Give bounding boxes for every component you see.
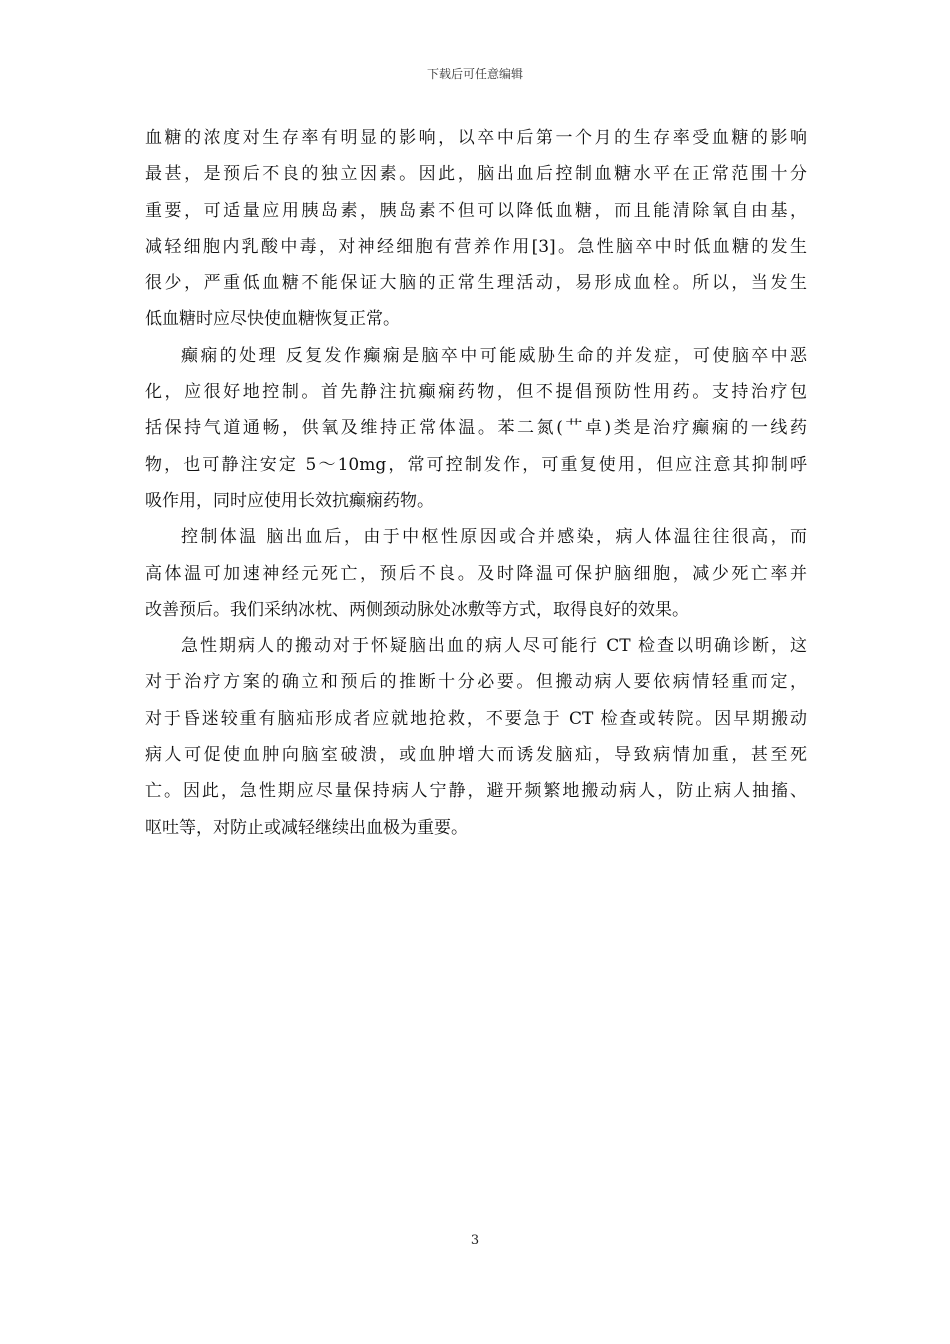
text-line: 减轻细胞内乳酸中毒，对神经细胞有营养作用[3]。急性脑卒中时低血糖的发生 bbox=[145, 236, 807, 257]
text-line: 亡。因此，急性期应尽量保持病人宁静，避开频繁地搬动病人，防止病人抽搐、 bbox=[145, 781, 807, 802]
text-line: 化，应很好地控制。首先静注抗癫痫药物，但不提倡预防性用药。支持治疗包 bbox=[145, 382, 807, 403]
text-line: 很少，严重低血糖不能保证大脑的正常生理活动，易形成血栓。所以，当发生 bbox=[145, 273, 807, 294]
text-line: 病人可促使血肿向脑室破溃，或血肿增大而诱发脑疝，导致病情加重，甚至死 bbox=[145, 745, 807, 766]
text-line: 最甚，是预后不良的独立因素。因此，脑出血后控制血糖水平在正常范围十分 bbox=[145, 164, 807, 185]
text-line: 对于治疗方案的确立和预后的推断十分必要。但搬动病人要依病情轻重而定， bbox=[145, 672, 807, 693]
text-line: 重要，可适量应用胰岛素，胰岛素不但可以降低血糖，而且能清除氧自由基， bbox=[145, 200, 807, 221]
text-line: 低血糖时应尽快使血糖恢复正常。 bbox=[145, 309, 400, 330]
text-line: 急性期病人的搬动对于怀疑脑出血的病人尽可能行 CT 检查以明确诊断，这 bbox=[181, 636, 807, 657]
text-line: 吸作用，同时应使用长效抗癫痫药物。 bbox=[145, 490, 434, 511]
page-number: 3 bbox=[470, 1233, 480, 1248]
text-line: 物，也可静注安定 5～10mg，常可控制发作，可重复使用，但应注意其抑制呼 bbox=[145, 454, 807, 475]
text-line: 括保持气道通畅，供氧及维持正常体温。苯二氮(艹卓)类是治疗癫痫的一线药 bbox=[145, 418, 807, 439]
text-line: 对于昏迷较重有脑疝形成者应就地抢救，不要急于 CT 检查或转院。因早期搬动 bbox=[145, 708, 807, 729]
text-line: 高体温可加速神经元死亡，预后不良。及时降温可保护脑细胞，减少死亡率并 bbox=[145, 563, 807, 584]
paragraph-temperature bbox=[145, 519, 807, 628]
text-line: 癫痫的处理 反复发作癫痫是脑卒中可能威胁生命的并发症，可使脑卒中恶 bbox=[181, 345, 807, 366]
page-header: 下载后可任意编辑 bbox=[426, 67, 523, 81]
text-line: 呕吐等，对防止或减轻继续出血极为重要。 bbox=[145, 817, 468, 838]
document-body bbox=[145, 120, 807, 846]
paragraph-patient-moving bbox=[145, 628, 807, 846]
paragraph-epilepsy bbox=[145, 338, 807, 519]
text-line: 血糖的浓度对生存率有明显的影响，以卒中后第一个月的生存率受血糖的影响 bbox=[145, 128, 807, 148]
text-line: 改善预后。我们采纳冰枕、两侧颈动脉处冰敷等方式，取得良好的效果。 bbox=[145, 599, 689, 620]
text-line: 控制体温 脑出血后，由于中枢性原因或合并感染，病人体温往往很高，而 bbox=[181, 527, 807, 548]
paragraph-blood-sugar bbox=[145, 120, 807, 338]
